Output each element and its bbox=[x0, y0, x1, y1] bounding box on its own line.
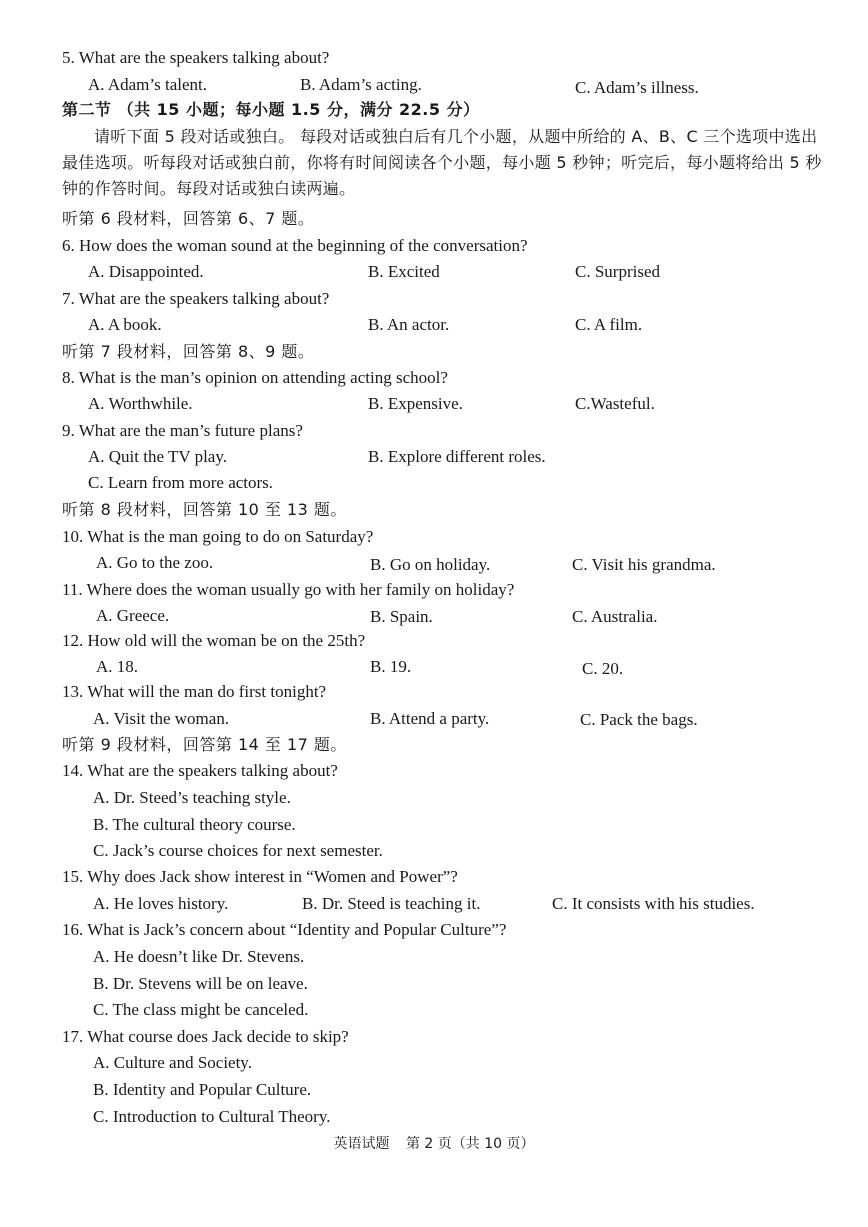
question-15-option-c: C. It consists with his studies. bbox=[552, 894, 755, 913]
question-13-option-b: B. Attend a party. bbox=[370, 709, 490, 728]
material-7-heading: 听第 7 段材料，回答第 8、9 题。 bbox=[62, 342, 315, 361]
footer-page-number: 第 2 页（共 10 页） bbox=[405, 1136, 535, 1152]
question-11-option-b: B. Spain. bbox=[370, 607, 433, 626]
question-12-option-c: C. 20. bbox=[582, 659, 624, 678]
question-7-option-b: B. An actor. bbox=[368, 315, 450, 334]
question-10-option-c: C. Visit his grandma. bbox=[572, 555, 716, 574]
question-5-stem: 5. What are the speakers talking about? bbox=[62, 48, 330, 67]
question-16-option-b: B. Dr. Stevens will be on leave. bbox=[93, 974, 308, 993]
question-13-option-c: C. Pack the bags. bbox=[580, 710, 698, 729]
question-15-option-a: A. He loves history. bbox=[93, 894, 229, 913]
question-10-stem: 10. What is the man going to do on Saturday? bbox=[62, 527, 374, 546]
question-5-option-a: A. Adam’s talent. bbox=[88, 75, 207, 94]
question-16-option-a: A. He doesn’t like Dr. Stevens. bbox=[93, 947, 305, 966]
question-15-option-b: B. Dr. Steed is teaching it. bbox=[302, 894, 481, 913]
question-9-option-b: B. Explore different roles. bbox=[368, 447, 546, 466]
question-11-option-c: C. Australia. bbox=[572, 607, 658, 626]
question-8-stem: 8. What is the man’s opinion on attending acting school? bbox=[62, 368, 448, 387]
section-2-instructions: 请听下面 5 段对话或独白。 每段对话或独白后有几个小题，从题中所给的 A、B、C 三个选项中选出最佳选项。听每段对话或独白前，你将有时间阅读各个小题，每小题 5 秒钟；听完后，每小题将给出 5 秒钟的作答时间。每段对话或独白读两遍。 bbox=[62, 127, 822, 198]
question-5-option-c: C. Adam’s illness. bbox=[575, 78, 699, 97]
question-14-stem: 14. What are the speakers talking about? bbox=[62, 761, 338, 780]
question-9-stem: 9. What are the man’s future plans? bbox=[62, 421, 303, 440]
question-14-option-a: A. Dr. Steed’s teaching style. bbox=[93, 788, 291, 807]
question-17-option-c: C. Introduction to Cultural Theory. bbox=[93, 1107, 331, 1126]
question-9-option-a: A. Quit the TV play. bbox=[88, 447, 227, 466]
question-13-stem: 13. What will the man do first tonight? bbox=[62, 682, 327, 701]
question-14-option-b: B. The cultural theory course. bbox=[93, 815, 296, 834]
question-12-option-a: A. 18. bbox=[96, 657, 139, 676]
question-7-option-c: C. A film. bbox=[575, 315, 643, 334]
question-6-stem: 6. How does the woman sound at the beginning of the conversation? bbox=[62, 236, 528, 255]
question-13-option-a: A. Visit the woman. bbox=[93, 709, 230, 728]
question-5-option-b: B. Adam’s acting. bbox=[300, 75, 422, 94]
section-2-header: 第二节 （共 15 小题；每小题 1.5 分，满分 22.5 分） bbox=[62, 100, 480, 119]
question-6-option-b: B. Excited bbox=[368, 262, 440, 281]
question-11-stem: 11. Where does the woman usually go with her family on holiday? bbox=[62, 580, 515, 599]
question-17-option-b: B. Identity and Popular Culture. bbox=[93, 1080, 312, 1099]
material-9-heading: 听第 9 段材料，回答第 14 至 17 题。 bbox=[62, 735, 347, 754]
question-7-stem: 7. What are the speakers talking about? bbox=[62, 289, 330, 308]
material-8-heading: 听第 8 段材料，回答第 10 至 13 题。 bbox=[62, 500, 347, 519]
footer-subject: 英语试题 bbox=[333, 1136, 390, 1152]
question-11-option-a: A. Greece. bbox=[96, 606, 170, 625]
question-6-option-c: C. Surprised bbox=[575, 262, 660, 281]
question-6-option-a: A. Disappointed. bbox=[88, 262, 204, 281]
question-8-option-b: B. Expensive. bbox=[368, 394, 463, 413]
question-12-option-b: B. 19. bbox=[370, 657, 412, 676]
question-8-option-a: A. Worthwhile. bbox=[88, 394, 193, 413]
question-16-stem: 16. What is Jack’s concern about “Identity and Popular Culture”? bbox=[62, 920, 507, 939]
question-8-option-c: C.Wasteful. bbox=[575, 394, 655, 413]
question-17-option-a: A. Culture and Society. bbox=[93, 1053, 252, 1072]
material-6-heading: 听第 6 段材料，回答第 6、7 题。 bbox=[62, 209, 315, 228]
page-footer bbox=[0, 1133, 868, 1153]
question-10-option-a: A. Go to the zoo. bbox=[96, 553, 214, 572]
question-7-option-a: A. A book. bbox=[88, 315, 162, 334]
question-10-option-b: B. Go on holiday. bbox=[370, 555, 491, 574]
question-16-option-c: C. The class might be canceled. bbox=[93, 1000, 309, 1019]
question-14-option-c: C. Jack’s course choices for next semester. bbox=[93, 841, 383, 860]
question-9-option-c: C. Learn from more actors. bbox=[88, 473, 274, 492]
question-15-stem: 15. Why does Jack show interest in “Women and Power”? bbox=[62, 867, 458, 886]
question-12-stem: 12. How old will the woman be on the 25th? bbox=[62, 631, 366, 650]
question-17-stem: 17. What course does Jack decide to skip? bbox=[62, 1027, 349, 1046]
